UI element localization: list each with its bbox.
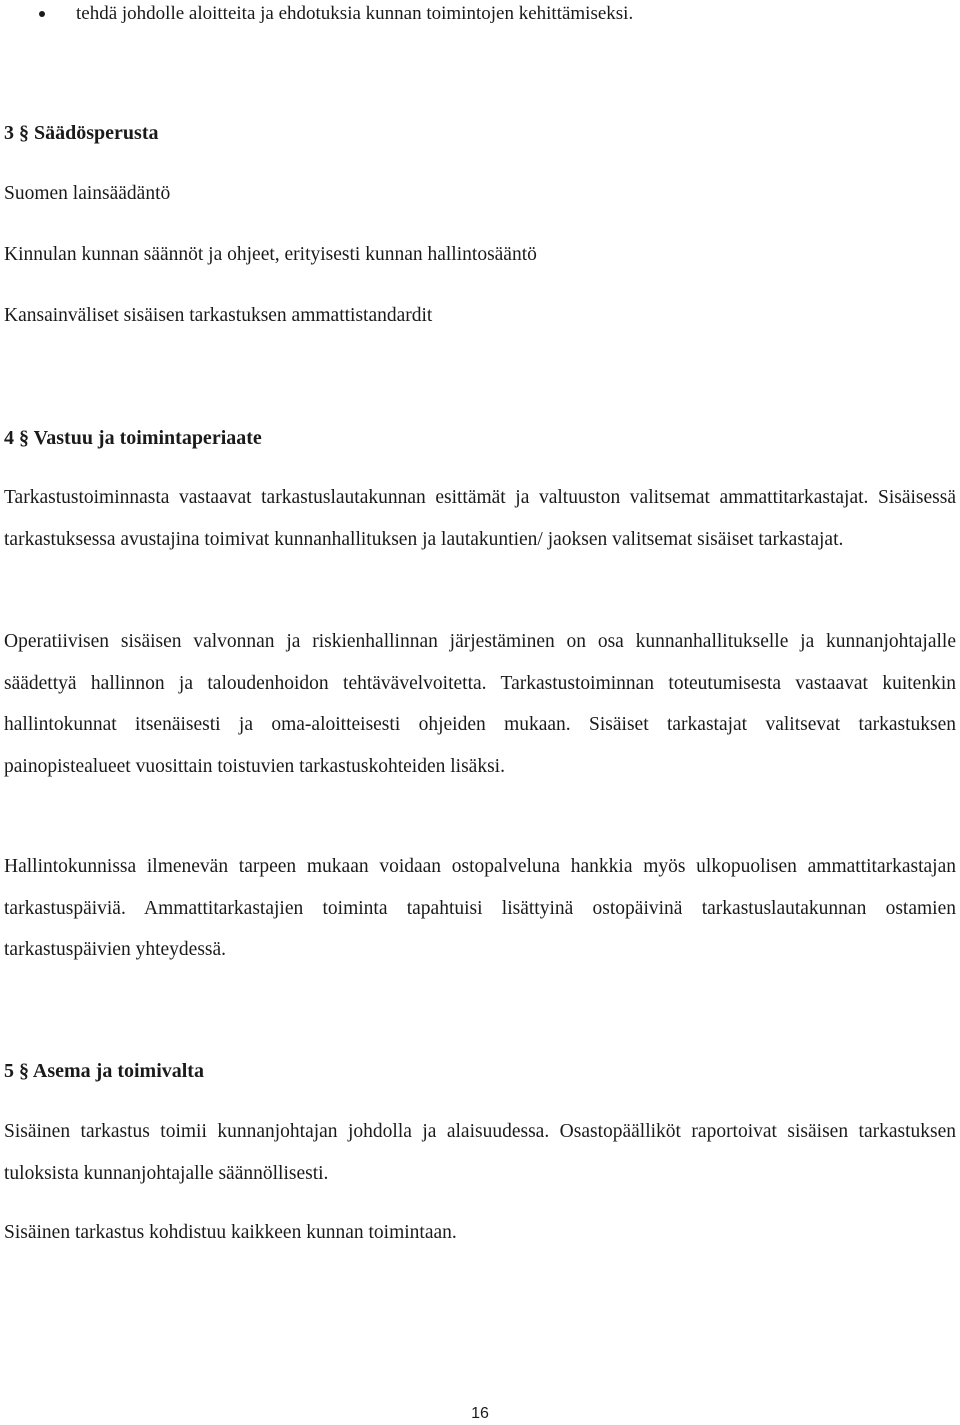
section-3-line-1: Suomen lainsäädäntö: [4, 183, 171, 204]
section-4-paragraph-3: Hallintokunnissa ilmenevän tarpeen mukaan voidaan ostopalveluna hankkia myös ulkopuolisen ammattitarkastajan tarkastuspäiviä. Ammattitarkastajien toiminta tapahtuisi lisättyinä ostopäivinä tarkastuslautakunnan ostamien tarkastuspäivien yhteydessä.: [4, 856, 956, 960]
section-4-heading: 4 § Vastuu ja toimintaperiaate: [4, 427, 262, 449]
section-3-line-3: Kansainväliset sisäisen tarkastuksen ammattistandardit: [4, 305, 433, 326]
section-4-paragraph-1: Tarkastustoiminnasta vastaavat tarkastuslautakunnan esittämät ja valtuuston valitsemat ammattitarkastajat. Sisäisessä tarkastuksessa avustajina toimivat kunnanhallituksen ja lautakuntien/ jaoksen valitsemat sisäiset tarkastajat.: [4, 487, 956, 550]
bullet-item-text: tehdä johdolle aloitteita ja ehdotuksia kunnan toimintojen kehittämiseksi.: [76, 3, 634, 24]
section-5-heading: 5 § Asema ja toimivalta: [4, 1060, 204, 1082]
section-3-heading: 3 § Säädösperusta: [4, 122, 159, 144]
section-5-paragraph-1: Sisäinen tarkastus toimii kunnanjohtajan johdolla ja alaisuudessa. Osastopäälliköt raportoivat sisäisen tarkastuksen tuloksista kunnanjohtajalle säännöllisesti.: [4, 1121, 956, 1184]
bullet-dot-icon: [39, 11, 45, 17]
section-4-paragraph-2: Operatiivisen sisäisen valvonnan ja riskienhallinnan järjestäminen on osa kunnanhallitukselle ja kunnanjohtajalle säädettyä hallinnon ja taloudenhoidon tehtävävelvoitetta. Tarkastustoiminnan toteutumisesta vastaavat kuitenkin hallintokunnat itsenäisesti ja oma-aloitteisesti ohjeiden mukaan. Sisäiset tarkastajat valitsevat tarkastuksen painopistealueet vuosittain toistuvien tarkastuskohteiden lisäksi.: [4, 631, 956, 777]
section-3-line-2: Kinnulan kunnan säännöt ja ohjeet, erityisesti kunnan hallintosääntö: [4, 244, 537, 265]
section-5-paragraph-2: Sisäinen tarkastus kohdistuu kaikkeen kunnan toimintaan.: [4, 1222, 457, 1243]
page-number: 16: [471, 1405, 489, 1422]
